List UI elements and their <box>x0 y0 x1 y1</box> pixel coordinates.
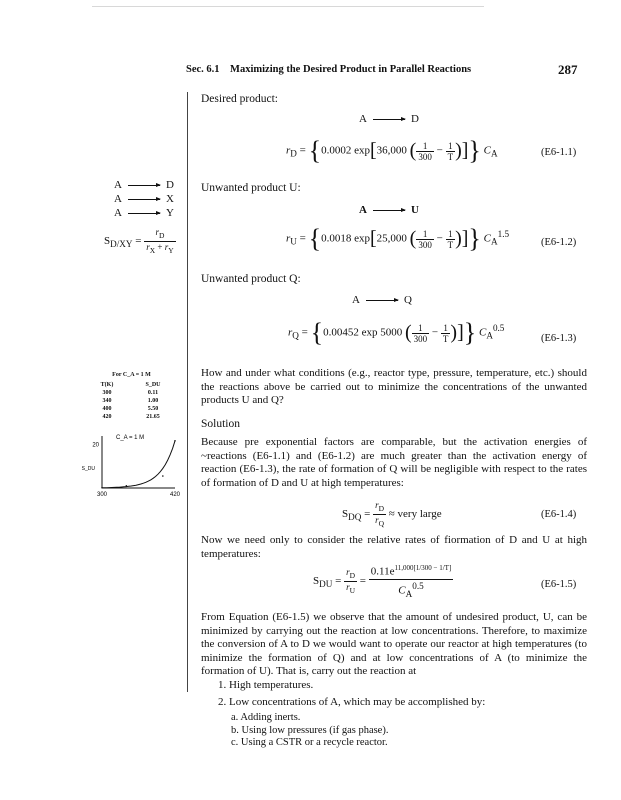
data-point <box>162 475 164 477</box>
list-item: a. Adding inerts. <box>231 712 301 723</box>
table-row <box>84 397 179 405</box>
question-paragraph: How and under what conditions (e.g., reactor type, pressure, temperature, etc.) should the reactions above be carried out to minimize the concentrations of the unwanted products U and Q? <box>201 367 587 407</box>
table-cell: 420 <box>102 414 112 420</box>
chart-annotation: C_A = 1 M <box>116 435 145 441</box>
top-rule <box>92 6 484 7</box>
x-tick-label: 300 <box>96 492 108 498</box>
unwanted-q-reaction: A Q <box>352 294 412 306</box>
margin-selectivity: $S_{D/XY}$ = $\frac{r_D}{r_X + r_Y}$ <box>104 227 174 255</box>
running-header <box>186 64 471 75</box>
section-label: Sec. 6.1 <box>186 64 220 75</box>
desired-rate-equation: $r_D = \{0.0002$ exp[36,000 ( $\frac{1}{300}$ − $\frac{1}{T}$ )]} $C_A$ <box>286 136 498 165</box>
table-cell: 1.00 <box>147 398 159 404</box>
y-axis-label: S_DU <box>81 466 95 472</box>
table-cell: 21.65 <box>146 414 160 420</box>
page-number: 287 <box>558 62 578 77</box>
data-point <box>126 485 128 487</box>
table-row <box>84 413 179 421</box>
methods-list <box>231 712 591 750</box>
table-cell: 300 <box>102 390 112 396</box>
arrow-icon <box>366 300 398 301</box>
table-row <box>84 405 179 413</box>
eq-number-4: (E6-1.4) <box>541 509 577 520</box>
next-paragraph: Now we need only to consider the relative rates of fiormation of D and U at high temperatures: <box>201 534 587 560</box>
table-cell: 5.50 <box>147 406 159 412</box>
from-paragraph: From Equation (E6-1.5) we observe that the amount of undesired product, U, can be minimized by carrying out the reaction at low concentrations. Therefore, to maximize the conversion of A to D we would want to operate our reactor at high temperatures (to minimize the formation of Q) and at low concentrations of A (to minimize the formation of U). That is, carry out the reaction at <box>201 611 587 678</box>
margin-reaction-d: A D <box>114 179 174 191</box>
table-cell: 340 <box>102 398 112 404</box>
desired-reaction: A D <box>359 113 419 125</box>
data-point <box>174 440 176 442</box>
unwanted-u-reaction: A U <box>359 204 419 216</box>
margin-reaction-y: A Y <box>114 207 174 219</box>
arrow-icon <box>128 199 160 200</box>
conditions-list <box>218 677 588 711</box>
solution-heading: Solution <box>201 418 240 430</box>
margin-reactions <box>114 178 174 220</box>
desired-label: Desired product: <box>201 93 278 105</box>
side-table-title: For C_A = 1 M <box>112 372 151 378</box>
arrow-icon <box>128 185 160 186</box>
side-table-rows <box>84 389 179 421</box>
eq-number-5: (E6-1.5) <box>541 579 577 590</box>
eq-number-1: (E6-1.1) <box>541 147 577 158</box>
data-point <box>101 487 103 489</box>
eq-number-2: (E6-1.2) <box>541 237 577 248</box>
side-table <box>84 371 179 421</box>
side-table-header-s: S_DU <box>145 382 161 388</box>
table-row <box>84 389 179 397</box>
list-item: 1. High temperatures. <box>218 679 314 691</box>
y-tick-label: 20 <box>92 442 99 449</box>
table-cell: 0.11 <box>147 390 159 396</box>
arrow-icon <box>373 210 405 211</box>
x-tick-label: 420 <box>169 492 181 498</box>
list-item: b. Using low pressures (if gas phase). <box>231 724 389 736</box>
eq-number-3: (E6-1.3) <box>541 333 577 344</box>
sdu-equation: $S_{DU}$ = $\frac{r_D}{r_U}$ = $\frac{0.11e^{11,000[1/300 - 1/T]}}{C_A^{0.5}}$ <box>313 564 452 599</box>
unwanted-u-label: Unwanted product U: <box>201 182 301 194</box>
table-cell: 400 <box>102 406 112 412</box>
series-line <box>102 441 175 488</box>
section-title: Maximizing the Desired Product in Parallel Reactions <box>230 64 472 75</box>
arrow-icon <box>128 213 160 214</box>
arrow-icon <box>373 119 405 120</box>
list-item: 2. Low concentrations of A, which may be accomplished by: <box>218 696 486 708</box>
unwanted-q-rate-equation: $r_Q = \{0.00452$ exp 5000 ( $\frac{1}{300}$ − $\frac{1}{T}$ )]} $C_A^{0.5}$ <box>288 318 505 347</box>
margin-rule <box>187 92 188 692</box>
side-chart <box>80 430 185 515</box>
unwanted-u-rate-equation: $r_U = \{0.0018$ exp[25,000 ( $\frac{1}{300}$ − $\frac{1}{T}$ )]} $C_A^{1.5}$ <box>286 224 510 253</box>
solution-paragraph: Because pre exponential factors are comparable, but the activation energies of ~reactions (E6-1.1) and (E6-1.2) are much greater than the activation energy of reaction (E6-1.3), the rate of formation of Q will be negligible with respect to the rates of formation of D and U at high temperatures: <box>201 436 587 489</box>
sdq-equation: $S_{DQ}$ = $\frac{r_D}{r_Q}$ ≈ very large <box>342 500 442 528</box>
margin-reaction-x: A X <box>114 193 174 205</box>
list-item: c. Using a CSTR or a recycle reactor. <box>231 737 388 748</box>
unwanted-q-label: Unwanted product Q: <box>201 273 301 285</box>
side-table-header-t: T(K) <box>100 382 114 388</box>
